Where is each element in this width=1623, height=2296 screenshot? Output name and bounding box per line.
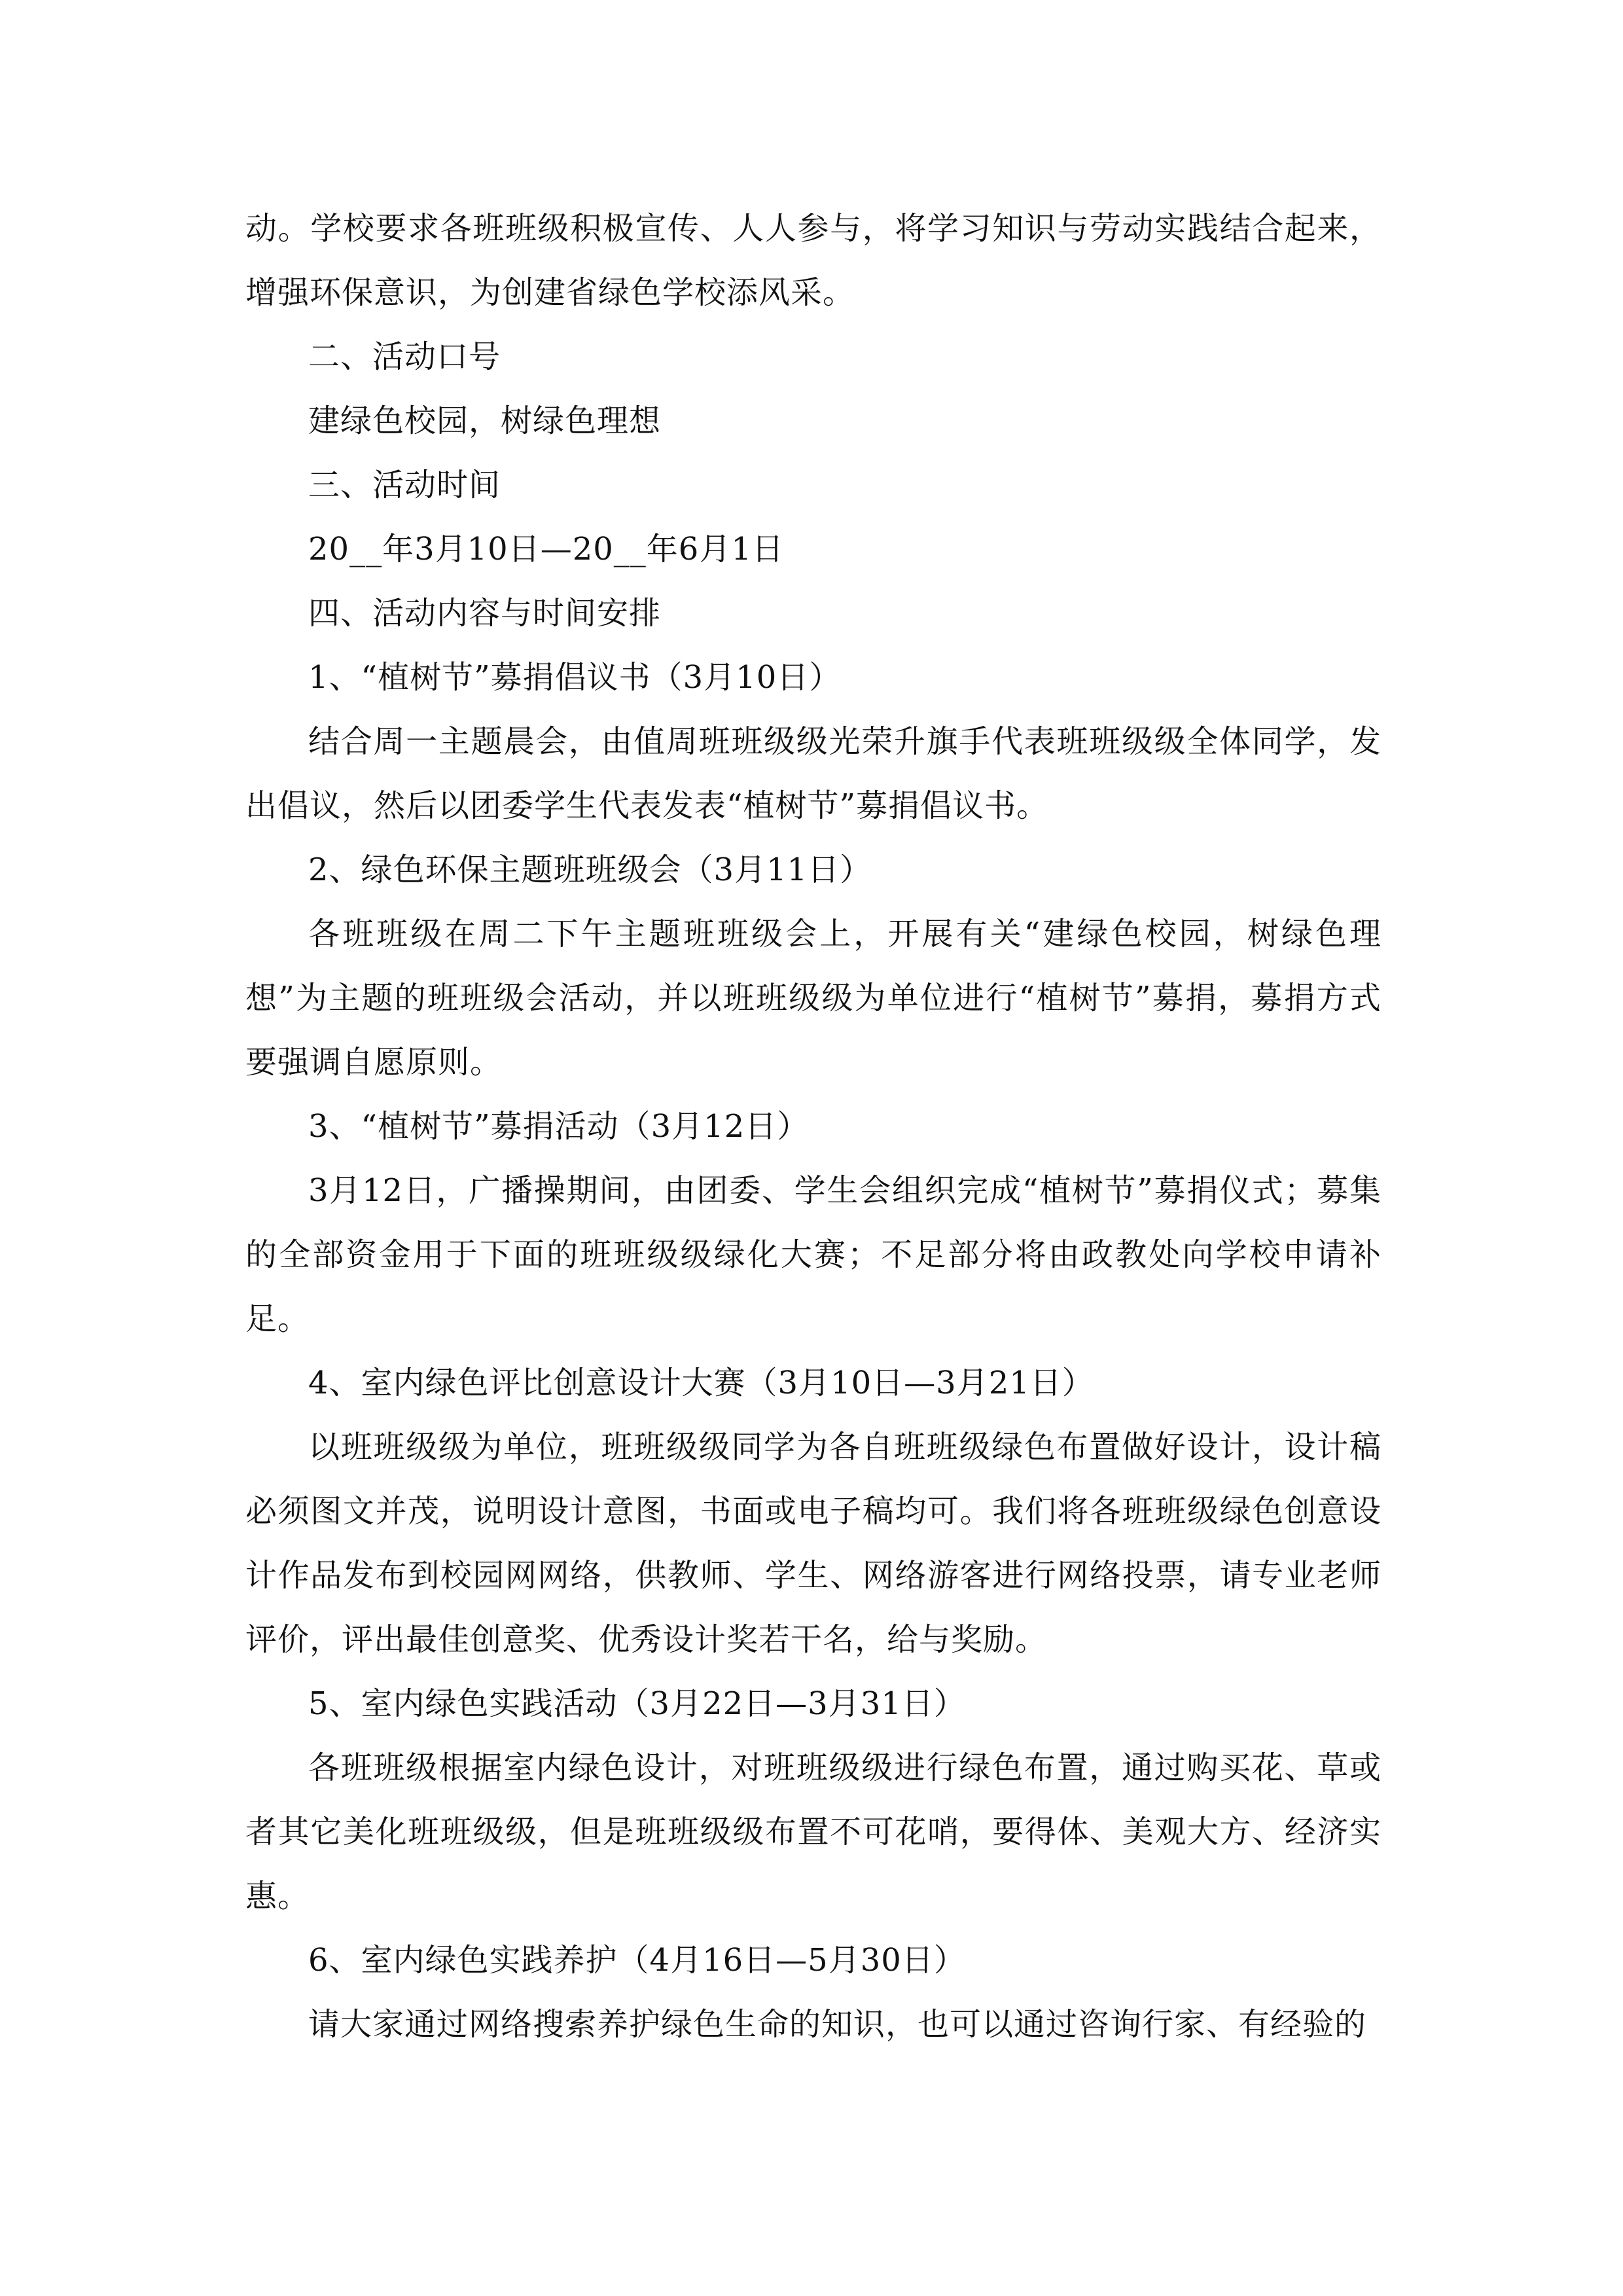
section-heading-slogan: 二、活动口号 xyxy=(308,338,501,375)
section-heading-content: 四、活动内容与时间安排 xyxy=(308,595,662,632)
item-body-3: 3月12日，广播操期间，由团委、学生会组织完成“植树节”募捐仪式；募集的全部资金用于下面的班班级级绿化大赛；不足部分将由政教处向学校申请补足。 xyxy=(245,1172,1382,1337)
item-body-6: 请大家通过网络搜索养护绿色生命的知识，也可以通过咨询行家、有经验的 xyxy=(308,2006,1367,2043)
item-heading-4: 4、室内绿色评比创意设计大赛（3月10日—3月21日） xyxy=(308,1365,1094,1401)
item-heading-2: 2、绿色环保主题班班级会（3月11日） xyxy=(308,852,872,888)
item-body-5: 各班班级根据室内绿色设计，对班班级级进行绿色布置，通过购买花、草或者其它美化班班级级，但是班班级级布置不可花哨，要得体、美观大方、经济实惠。 xyxy=(245,1749,1382,1914)
item-body-4: 以班班级级为单位，班班级级同学为各自班班级绿色布置做好设计，设计稿必须图文并茂，说明设计意图，书面或电子稿均可。我们将各班班级绿色创意设计作品发布到校园网网络，供教师、学生、网络游客进行网络投票，请专业老师评价，评出最佳创意奖、优秀设计奖若干名，给与奖励。 xyxy=(245,1429,1382,1658)
activity-period: 20__年3月10日—20__年6月1日 xyxy=(308,531,784,567)
document-body xyxy=(245,196,1382,2056)
slogan-text: 建绿色校园，树绿色理想 xyxy=(308,403,662,439)
item-heading-3: 3、“植树节”募捐活动（3月12日） xyxy=(308,1108,810,1145)
paragraph-continuation: 动。学校要求各班班级积极宣传、人人参与，将学习知识与劳动实践结合起来，增强环保意识，为创建省绿色学校添风采。 xyxy=(245,210,1382,311)
item-body-2: 各班班级在周二下午主题班班级会上，开展有关“建绿色校园，树绿色理想”为主题的班班级会活动，并以班班级级为单位进行“植树节”募捐，募捐方式要强调自愿原则。 xyxy=(245,916,1382,1081)
item-heading-5: 5、室内绿色实践活动（3月22日—3月31日） xyxy=(308,1685,966,1722)
item-heading-1: 1、“植树节”募捐倡议书（3月10日） xyxy=(308,659,842,696)
item-body-1: 结合周一主题晨会，由值周班班级级光荣升旗手代表班班级级全体同学，发出倡议，然后以团委学生代表发表“植树节”募捐倡议书。 xyxy=(245,723,1382,824)
item-heading-6: 6、室内绿色实践养护（4月16日—5月30日） xyxy=(308,1942,966,1979)
section-heading-time: 三、活动时间 xyxy=(308,467,501,503)
